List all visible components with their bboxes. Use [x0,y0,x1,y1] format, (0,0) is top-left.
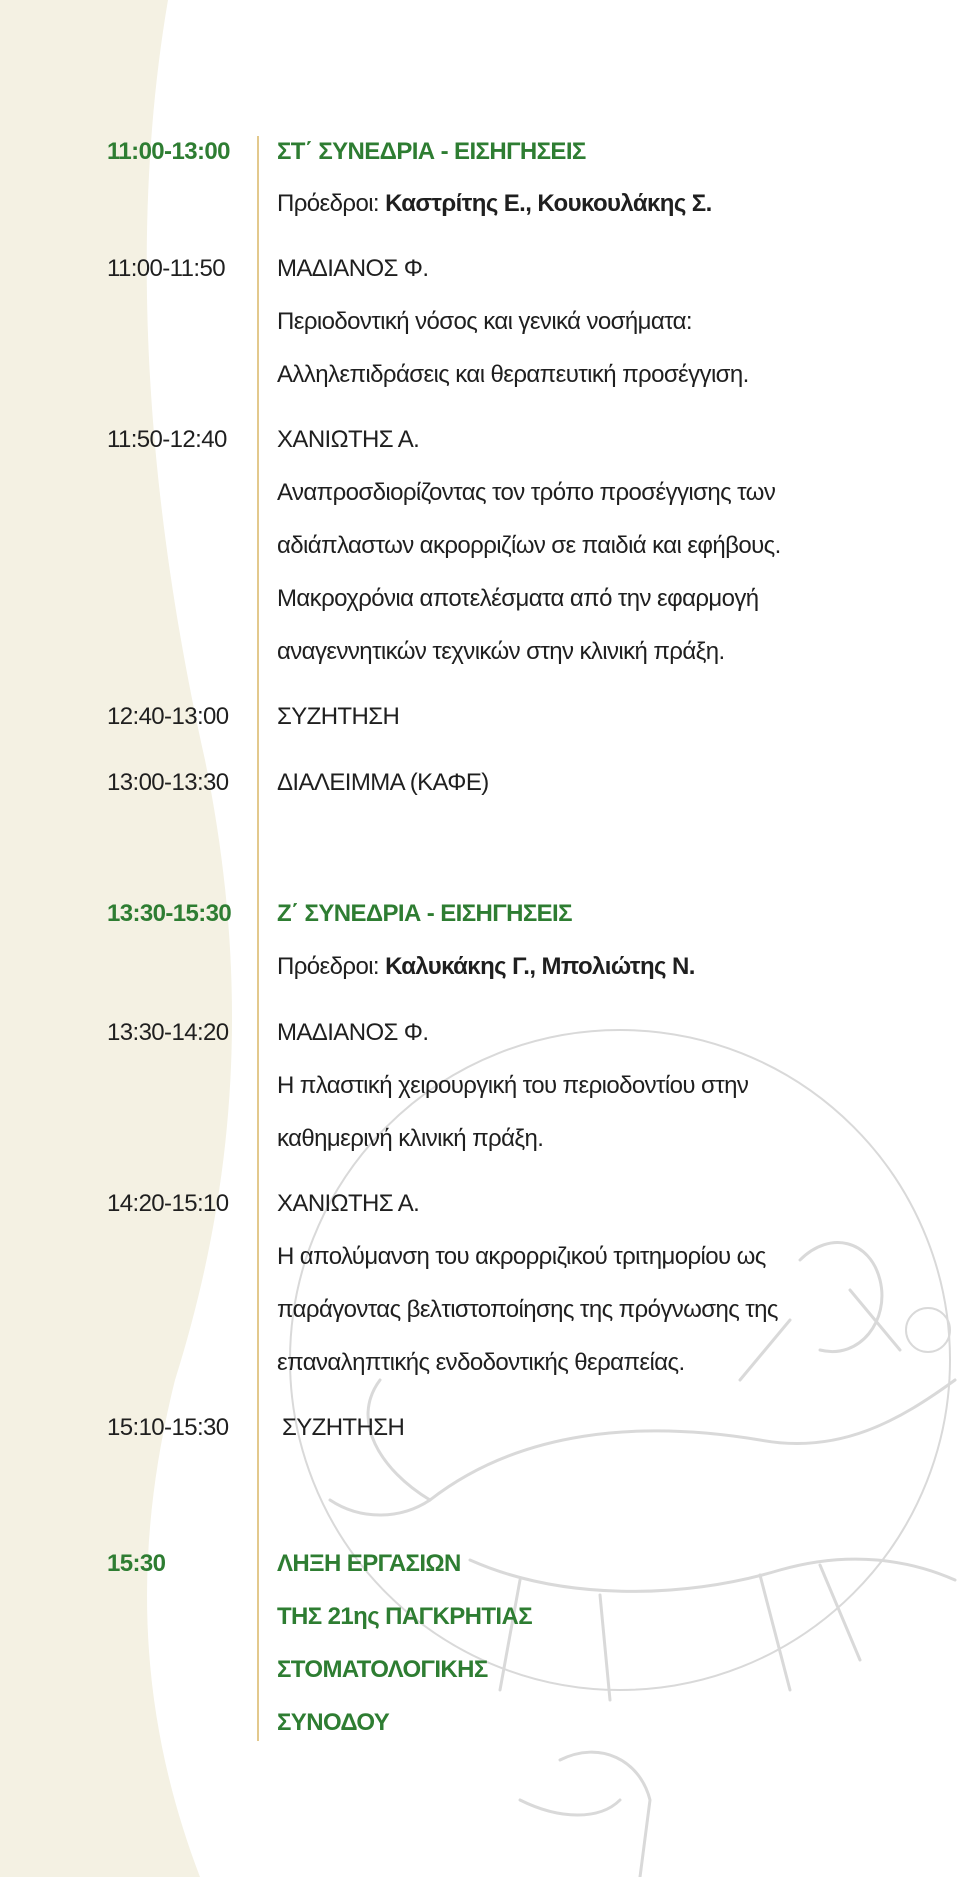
break-label: ΔΙΑΛΕΙΜΜΑ (ΚΑΦΕ) [277,769,489,796]
talk-title-text: Η πλαστική χειρουργική του περιοδοντίου στην [277,1072,749,1099]
discussion-time: 15:10-15:30 [107,1414,229,1441]
closing-line: ΣΤΟΜΑΤΟΛΟΓΙΚΗΣ [277,1656,488,1683]
talk-speaker: ΜΑΔΙΑΝΟΣ Φ. [277,1019,429,1046]
closing-line: ΣΥΝΟΔΟΥ [277,1709,390,1736]
closing-line-row [0,1653,960,1687]
session-6-chairs-text [277,187,712,221]
closing-row [0,1547,960,1581]
talk-title-text: επαναληπτικής ενδοδοντικής θεραπείας. [277,1349,685,1376]
discussion-row [0,700,960,734]
talk-title-line [0,635,960,669]
break-row [0,766,960,800]
talk-title-text: καθημερινή κλινική πράξη. [277,1125,544,1152]
talk-row [0,1187,960,1221]
talk-row [0,1016,960,1050]
closing-line: ΛΗΞΗ ΕΡΓΑΣΙΩΝ [277,1550,461,1577]
session-6-chairs [0,187,960,221]
talk-title-text: Αναπροσδιορίζοντας τον τρόπο προσέγγισης των [277,479,776,506]
talk-title-text: Μακροχρόνια αποτελέσματα από την εφαρμογή [277,585,759,612]
closing-line-row [0,1600,960,1634]
session-6-header [0,135,960,169]
discussion-time: 12:40-13:00 [107,703,229,730]
talk-title-line [0,358,960,392]
talk-speaker: ΧΑΝΙΩΤΗΣ Α. [277,426,420,453]
talk-title-line [0,1293,960,1327]
session-6-time: 11:00-13:00 [107,138,230,165]
chairs-label: Πρόεδροι: [277,190,386,217]
break-time: 13:00-13:30 [107,769,229,796]
talk-title-line [0,1122,960,1156]
talk-time: 13:30-14:20 [107,1019,229,1046]
talk-time: 14:20-15:10 [107,1190,229,1217]
talk-title-text: αναγεννητικών τεχνικών στην κλινική πράξη. [277,638,725,665]
talk-title-line [0,305,960,339]
chairs-names: Καστρίτης Ε., Κουκουλάκης Σ. [385,190,712,217]
talk-title-text: Περιοδοντική νόσος και γενικά νοσήματα: [277,308,692,335]
talk-title-line [0,1069,960,1103]
talk-row [0,423,960,457]
talk-title-text: Η απολύμανση του ακρορριζικού τριτημορίου ως [277,1243,766,1270]
closing-line: ΤΗΣ 21ης ΠΑΓΚΡΗΤΙΑΣ [277,1603,532,1630]
closing-line-row [0,1706,960,1740]
talk-speaker: ΧΑΝΙΩΤΗΣ Α. [277,1190,420,1217]
discussion-label: ΣΥΖΗΤΗΣΗ [282,1414,405,1441]
session-7-chairs-text [277,950,695,984]
chairs-names: Καλυκάκης Γ., Μπολιώτης Ν. [385,953,695,980]
discussion-row [0,1411,960,1445]
talk-time: 11:00-11:50 [107,255,225,282]
talk-title-line [0,582,960,616]
session-6-title: ΣΤ΄ ΣΥΝΕΔΡΙΑ - ΕΙΣΗΓΗΣΕΙΣ [277,138,586,165]
discussion-label: ΣΥΖΗΤΗΣΗ [277,703,400,730]
talk-title-text: παράγοντας βελτιστοποίησης της πρόγνωσης της [277,1296,778,1323]
talk-title-text: Αλληλεπιδράσεις και θεραπευτική προσέγγιση. [277,361,749,388]
talk-speaker: ΜΑΔΙΑΝΟΣ Φ. [277,255,429,282]
session-7-chairs [0,950,960,984]
closing-time: 15:30 [107,1550,166,1577]
talk-title-line [0,476,960,510]
talk-time: 11:50-12:40 [107,426,227,453]
session-7-title: Ζ΄ ΣΥΝΕΔΡΙΑ - ΕΙΣΗΓΗΣΕΙΣ [277,900,572,927]
chairs-label: Πρόεδροι: [277,953,386,980]
talk-title-line [0,1240,960,1274]
talk-title-line [0,529,960,563]
talk-title-text: αδιάπλαστων ακρορριζίων σε παιδιά και εφήβους. [277,532,781,559]
session-7-time: 13:30-15:30 [107,900,232,927]
talk-title-line [0,1346,960,1380]
talk-row [0,252,960,286]
session-7-header [0,897,960,931]
